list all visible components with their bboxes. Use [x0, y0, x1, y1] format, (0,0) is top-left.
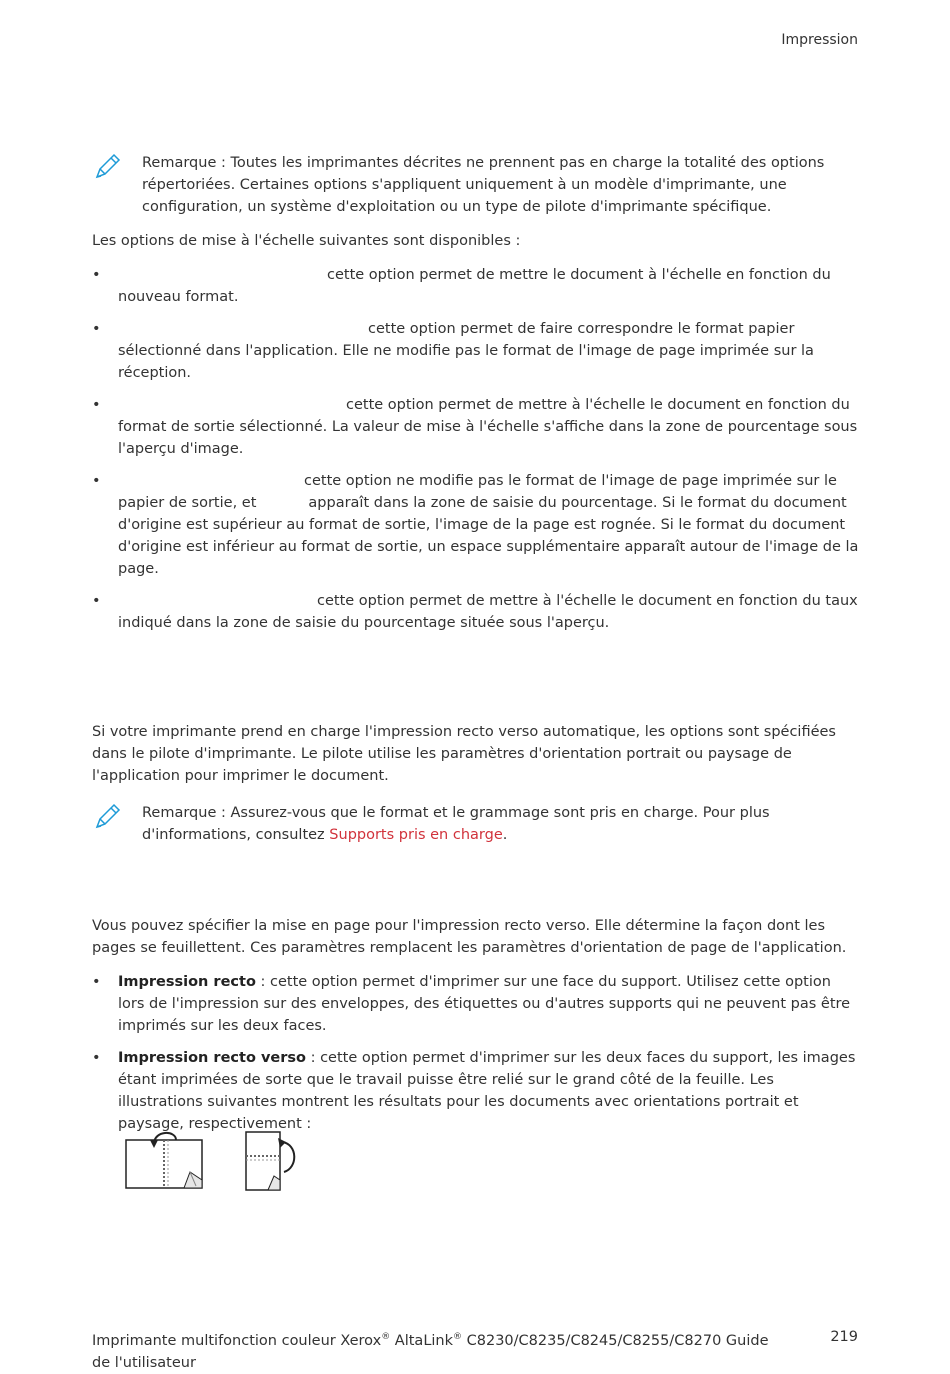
note-box	[92, 152, 862, 218]
scaling-options-list	[92, 264, 860, 644]
note-box	[92, 802, 862, 846]
note-text: Remarque : Assurez-vous que le format et le grammage sont pris en charge. Pour plus d'informations, consultez Supports pris en charge.	[142, 805, 770, 843]
layout-options-list	[92, 971, 860, 1145]
running-header: Impression	[781, 32, 858, 48]
list-item: • cette option permet de mettre à l'échelle le document en fonction du taux indiqué dans la zone de saisie du pourcentage située sous l'aperçu.	[92, 593, 858, 631]
option-title: Impression recto	[118, 974, 256, 990]
layout-paragraph: Vous pouvez spécifier la mise en page pour l'impression recto verso. Elle détermine la façon dont les pages se feuillettent. Ces paramètres remplacent les paramètres d'orientation de page de l'application.	[92, 918, 847, 956]
list-item: • Impression recto : cette option permet d'imprimer sur une face du support. Utilisez cette option lors de l'impression sur des enveloppes, des étiquettes ou d'autres supports qui ne peuvent pas être imprimés sur les deux faces.	[92, 974, 851, 1034]
list-item: • cette option permet de faire correspondre le format papier sélectionné dans l'application. Elle ne modifie pas le format de l'image de page imprimée sur la réception.	[92, 321, 814, 381]
pencil-note-icon	[92, 152, 142, 186]
footer-title: Imprimante multifonction couleur Xerox® AltaLink® C8230/C8235/C8245/C8255/C8270 Guide de l'utilisateur	[92, 1332, 769, 1371]
pencil-note-icon	[92, 802, 142, 836]
list-item: • cette option permet de mettre à l'échelle le document en fonction du format de sortie sélectionné. La valeur de mise à l'échelle s'affiche dans la zone de pourcentage sous l'aperçu d'image.	[92, 397, 858, 457]
option-title: Impression recto verso	[118, 1050, 306, 1066]
list-item: • cette option ne modifie pas le format de l'image de page imprimée sur le papier de sortie, et apparaît dans la zone de saisie du pourcentage. Si le format du document d'origine est supérieur au format de sortie, l'image de la page est rognée. Si le format du document d'origine est inférieur au format de sortie, un espace supplémentaire apparaît autour de l'image de la page.	[92, 473, 859, 577]
duplex-paragraph: Si votre imprimante prend en charge l'impression recto verso automatique, les options sont spécifiées dans le pilote d'imprimante. Le pilote utilise les paramètres d'orientation portrait ou paysage de l'application pour imprimer le document.	[92, 724, 836, 784]
supports-link[interactable]: Supports pris en charge	[329, 827, 503, 843]
page-number: 219	[830, 1329, 858, 1345]
note-text: Remarque : Toutes les imprimantes décrites ne prennent pas en charge la totalité des options répertoriées. Certaines options s'appliquent uniquement à un modèle d'imprimante, une configuration, un système d'exploitation ou un type de pilote d'imprimante spécifique.	[142, 155, 825, 215]
duplex-landscape-icon	[244, 1128, 300, 1196]
list-item: • cette option permet de mettre le document à l'échelle en fonction du nouveau format.	[92, 267, 831, 305]
list-item: • Impression recto verso : cette option permet d'imprimer sur les deux faces du support, les images étant imprimées de sorte que le travail puisse être relié sur le grand côté de la feuille. Les illustrations suivantes montrent les résultats pour les documents avec orientations portrait et paysage, respectivement :	[92, 1050, 856, 1132]
scaling-intro: Les options de mise à l'échelle suivantes sont disponibles :	[92, 233, 521, 249]
duplex-portrait-icon	[124, 1128, 206, 1196]
